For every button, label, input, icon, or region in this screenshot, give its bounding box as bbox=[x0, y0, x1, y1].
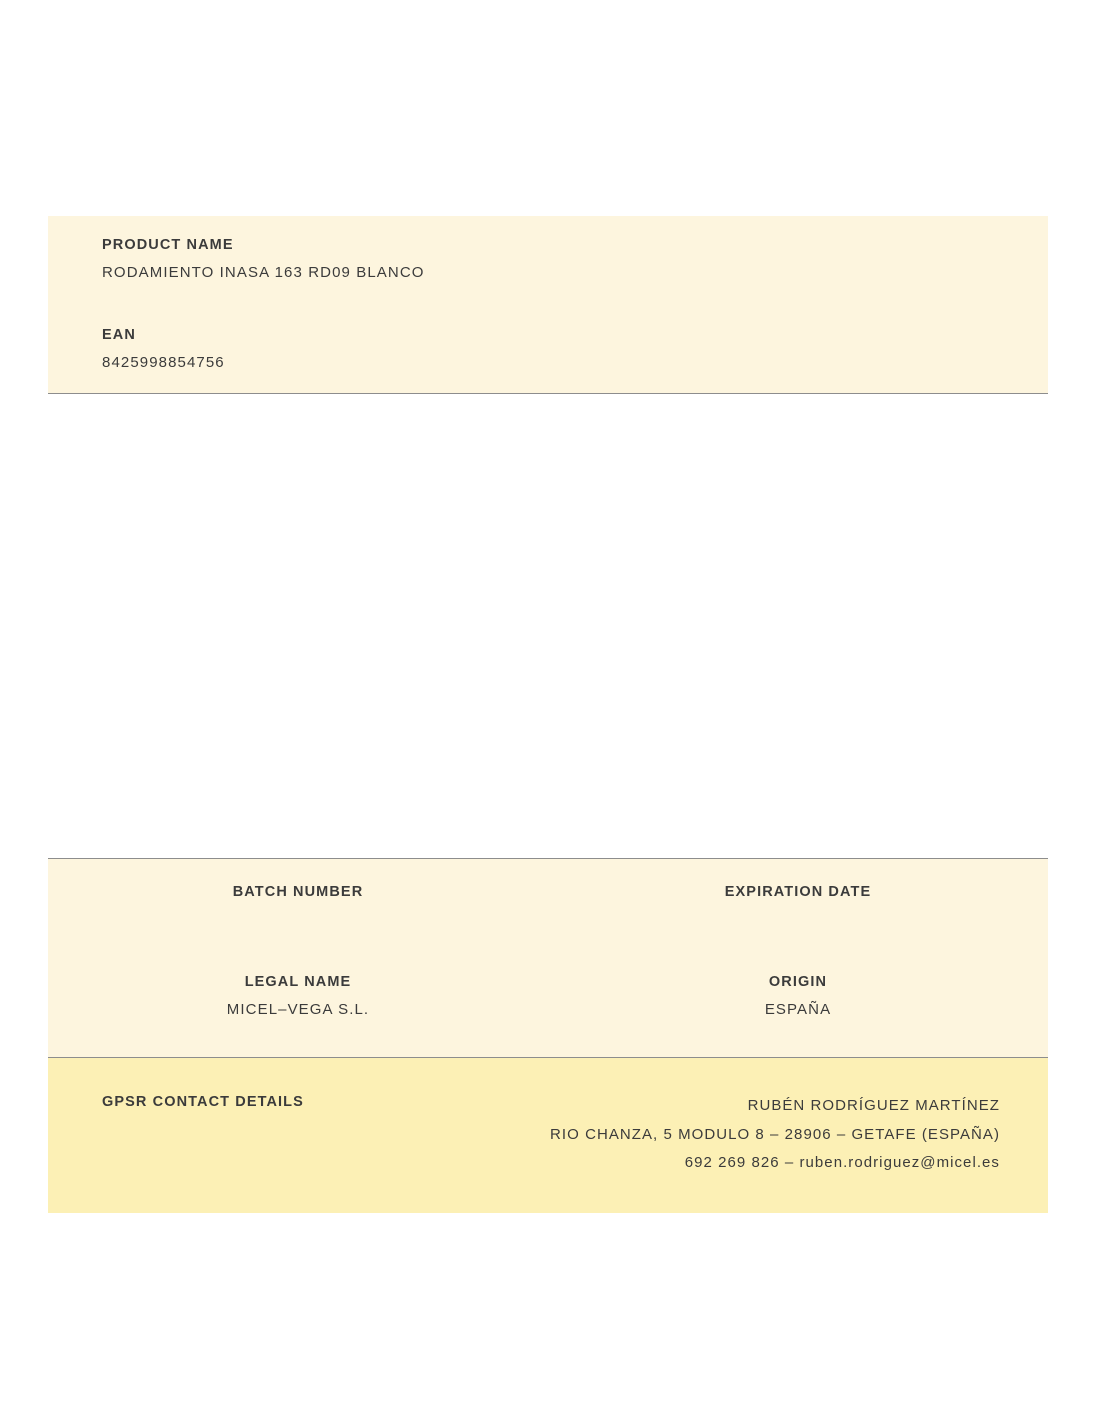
batch-number-value bbox=[48, 911, 548, 928]
blank-content-area bbox=[48, 394, 1048, 858]
ean-label: EAN bbox=[102, 327, 136, 343]
gpsr-contact-panel bbox=[48, 1058, 1048, 1213]
ean-value: 8425998854756 bbox=[102, 354, 225, 371]
ean-field bbox=[102, 327, 225, 371]
product-name-label: PRODUCT NAME bbox=[102, 237, 234, 253]
origin-cell bbox=[548, 974, 1048, 1018]
legal-name-label: LEGAL NAME bbox=[244, 974, 352, 990]
gpsr-contact-phone-email: 692 269 826 – ruben.rodriguez@micel.es bbox=[684, 1154, 1000, 1171]
expiration-date-cell bbox=[548, 884, 1048, 928]
gpsr-contact-address: RIO CHANZA, 5 MODULO 8 – 28906 – GETAFE (ESPAÑA) bbox=[550, 1125, 1000, 1143]
legal-name-cell bbox=[48, 974, 548, 1018]
product-name-field bbox=[102, 237, 425, 281]
product-info-panel bbox=[48, 216, 1048, 394]
product-details-panel bbox=[48, 858, 1048, 1058]
details-row bbox=[48, 974, 1048, 1018]
details-row bbox=[48, 884, 1048, 928]
gpsr-contact-lines bbox=[550, 1092, 1000, 1178]
origin-value: ESPAÑA bbox=[764, 1001, 832, 1018]
expiration-date-value bbox=[548, 911, 1048, 928]
product-name-value: RODAMIENTO INASA 163 RD09 BLANCO bbox=[102, 264, 425, 281]
origin-label: ORIGIN bbox=[768, 974, 828, 990]
expiration-date-label: EXPIRATION DATE bbox=[724, 884, 872, 900]
batch-number-cell bbox=[48, 884, 548, 928]
gpsr-contact-label: GPSR CONTACT DETAILS bbox=[102, 1094, 304, 1110]
batch-number-label: BATCH NUMBER bbox=[232, 884, 364, 900]
gpsr-contact-name: RUBÉN RODRÍGUEZ MARTÍNEZ bbox=[747, 1097, 1000, 1114]
legal-name-value: MICEL–VEGA S.L. bbox=[226, 1001, 370, 1018]
